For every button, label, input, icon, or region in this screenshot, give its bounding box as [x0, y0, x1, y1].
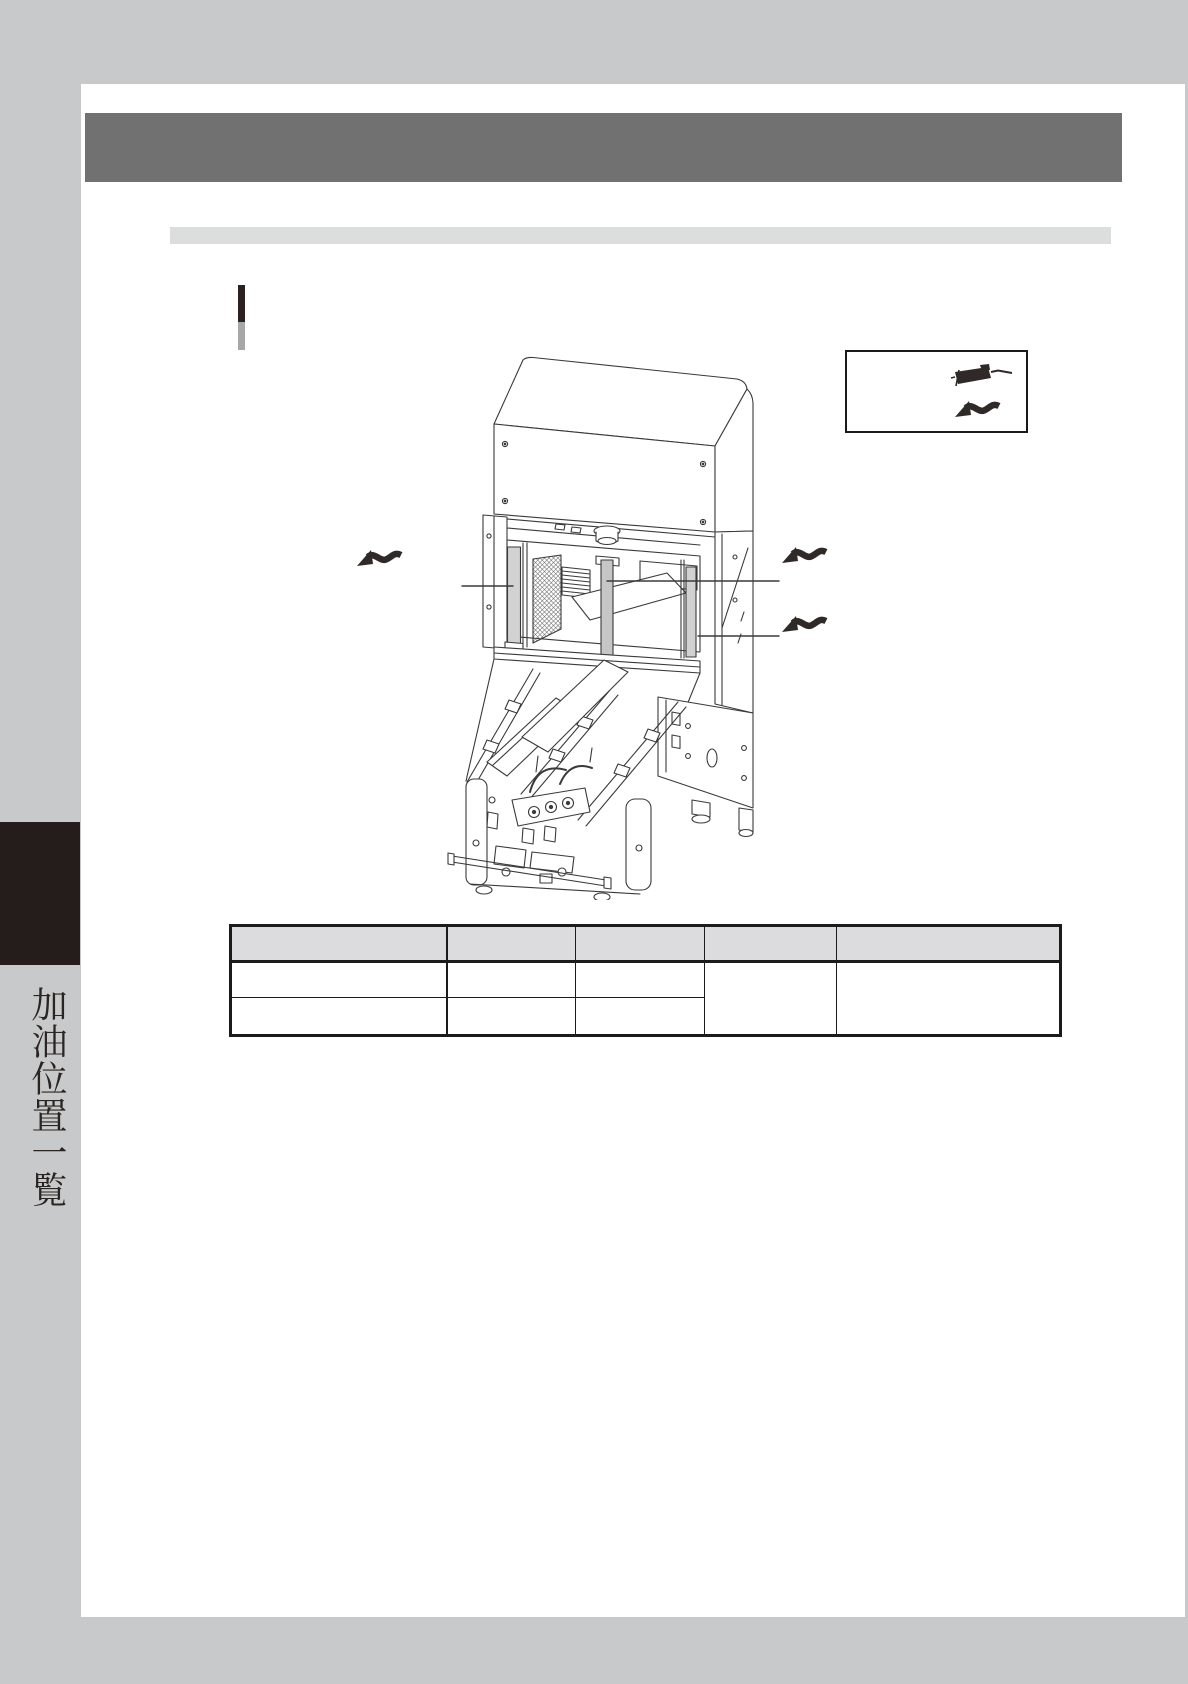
section-marker-dark [238, 285, 245, 322]
sidebar-tab [0, 822, 80, 965]
table-cell-merged [705, 962, 837, 1036]
table-row [231, 962, 1061, 998]
table-cell [576, 998, 705, 1036]
table-cell [231, 962, 447, 998]
table-header-cell [705, 926, 837, 962]
wavy-arrow-icon [782, 547, 826, 563]
wavy-arrow-icon [357, 550, 401, 566]
machine-body [483, 515, 753, 713]
table-header-cell [576, 926, 705, 962]
table-cell [447, 998, 576, 1036]
table-cell [576, 962, 705, 998]
legend-box [845, 350, 1028, 433]
table-header-cell [231, 926, 447, 962]
machine-hood [494, 357, 753, 532]
table-cell [447, 962, 576, 998]
table-header-cell [837, 926, 1061, 962]
table-header-row [231, 926, 1061, 962]
table-header-cell [447, 926, 576, 962]
grease-gun-icon [951, 364, 1012, 386]
table-cell-merged [837, 962, 1061, 1036]
wavy-arrow-icon [955, 401, 999, 417]
section-title-bar [170, 227, 1111, 244]
machine-base [448, 659, 753, 900]
section-marker-gray [238, 322, 245, 350]
wavy-arrow-icon [782, 616, 826, 632]
section-marker [238, 285, 245, 350]
sidebar-section-label: 加油位置一覧 [26, 986, 67, 1208]
table-cell [231, 998, 447, 1036]
machine-diagram [350, 330, 830, 900]
lubrication-table [229, 924, 1062, 1037]
chapter-header-bar [85, 113, 1122, 182]
